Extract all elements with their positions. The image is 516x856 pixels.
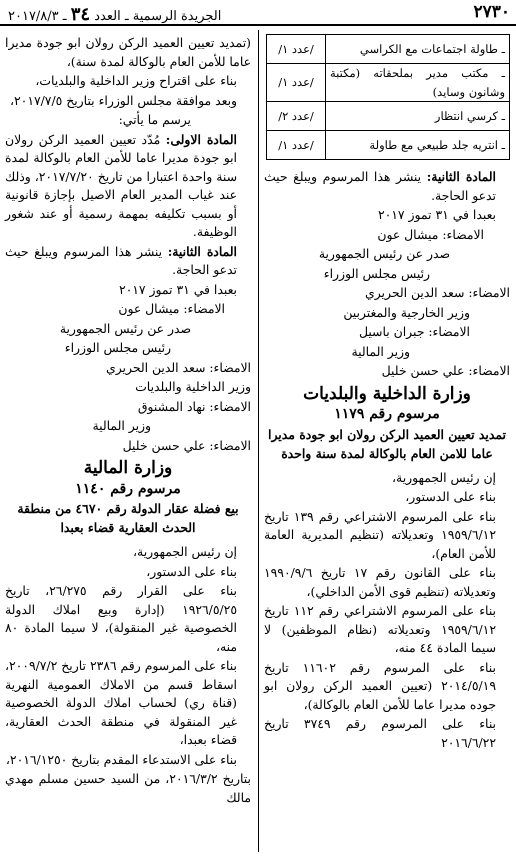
fm-signature: الامضاء: جبران باسيل — [358, 324, 470, 339]
gazette-name: الجريدة الرسمية ـ العدد — [94, 9, 222, 24]
interior-title: وزير الداخلية والبلديات — [135, 379, 251, 394]
preamble-line: بناء على الاستدعاء المقدم بتاريخ ٢٠١٦/١٢٥٠، — [5, 751, 237, 767]
table-row — [267, 131, 510, 160]
decree-title: بيع فضلة عقار الدولة رقم ٤٦٧٠ من منطقة الحدث العقارية قضاء بعبدا — [17, 501, 239, 535]
page-header — [0, 0, 516, 26]
issued-by: صدر عن رئيس الجمهورية — [59, 320, 191, 336]
ministry-title: وزارة الداخلية والبلديات — [303, 383, 471, 404]
decree-number: مرسوم رقم ١١٧٩ — [334, 406, 440, 422]
article-2 — [264, 168, 510, 205]
preamble-line: بناء على القرار رقم ٢٦/٢٧٥، تاريخ ١٩٢٦/٥/٢٥ (إدارة وبيع املاك الدولة الخصوصية غير المنقولة)، لا سيما المادة ٨٠ منه، — [5, 583, 237, 654]
item-cell: ـ انتريه جلد طبيعي مع طاولة — [326, 131, 510, 160]
issue-number: ٣٤ — [70, 4, 91, 25]
finance-signature: الامضاء: علي حسن خليل — [122, 437, 251, 453]
preamble-line: بناء على المرسوم رقم ٣٧٤٩ تاريخ ٢٠١٦/٦/٢٢ — [264, 716, 497, 750]
furniture-table — [266, 34, 510, 160]
left-column — [5, 34, 251, 808]
finance-title: وزير المالية — [351, 343, 410, 359]
president-signature: الامضاء: ميشال عون — [377, 226, 484, 242]
issue-date: ـ ٢٠١٧/٨/٣ — [8, 9, 67, 24]
pm-signature: الامضاء: سعد الدين الحريري — [365, 285, 510, 300]
item-cell: ـ مكتب مدير بملحقاته (مكتبة وشانون وساید) — [326, 64, 510, 102]
page-number: ٢٧٣٠ — [473, 2, 510, 22]
interior-signature: الامضاء: نهاد المشنوق — [137, 398, 251, 414]
preamble-line: بناء على المرسوم الاشتراعي رقم ١٣٩ تاريخ ١٩٥٩/٦/١٢ وتعديلاته (تنظيم المديرية العامة للأمن العام)، — [264, 508, 497, 561]
fm-title: وزير الخارجية والمغتربين — [343, 304, 470, 320]
qty-cell: /عدد ١/ — [267, 35, 326, 64]
article-text: ينشر هذا المرسوم ويبلغ حيث تدعو الحاجة. — [5, 243, 237, 277]
table-row — [267, 102, 510, 131]
qty-cell: /عدد ١/ — [267, 131, 326, 160]
pm-signature: الامضاء: سعد الدين الحريري — [106, 359, 251, 375]
preamble-line: بناء على الدستور، — [146, 563, 237, 579]
article-label: المادة الثانية: — [167, 243, 237, 259]
qty-cell: /عدد ٢/ — [267, 102, 326, 131]
pm-title: رئيس مجلس الوزراء — [323, 265, 430, 281]
table-row — [267, 35, 510, 64]
article-2 — [5, 243, 251, 280]
signing-date: بعبدا في ٣١ تموز ٢٠١٧ — [118, 281, 237, 297]
preamble-line: وبعد موافقة مجلس الوزراء بتاريخ ٢٠١٧/٧/٥، — [10, 92, 237, 108]
issued-by: صدر عن رئيس الجمهورية — [318, 246, 450, 261]
preamble-line: بناء على القانون رقم ١٧ تاريخ ١٩٩٠/٩/٦ وتعديلاته (تنظيم قوى الأمن الداخلي)، — [264, 565, 496, 599]
finance-signature: الامضاء: علي حسن خليل — [381, 363, 510, 378]
qty-cell: /عدد ١/ — [267, 64, 326, 102]
item-cell: ـ طاولة اجتماعات مع الكراسي — [326, 35, 510, 64]
gazette-title — [8, 4, 221, 25]
article-text: مُدّد تعيين العميد الركن رولان ابو جودة مديرا عاما للأمن العام بالوكالة لمدة سنة واحدة اعتبارا من تاريخ ٢٠١٧/٧/٢٠، وذلك عند غياب المدير العام الاصيل بإجازة قانونية أو بسبب تكليفه بمهمة رسمية أو عند شغور الوظيفة. — [5, 131, 237, 239]
article-text: ينشر هذا المرسوم ويبلغ حيث تدعو الحاجة. — [264, 169, 496, 203]
president-signature: الامضاء: ميشال عون — [118, 301, 225, 316]
preamble-line: بناء على المرسوم رقم ١١٦٠٢ تاريخ ٢٠١٤/٥/١٩ (تعيين العميد الركن رولان ابو جوده مديرا عاما للأمن العام بالوكالة)، — [264, 659, 496, 712]
article-label: المادة الاولى: — [165, 131, 237, 147]
ministry-title: وزارة المالية — [83, 458, 173, 478]
decrees-line: يرسم ما يأتي: — [118, 112, 191, 127]
finance-title: وزير المالية — [92, 418, 151, 433]
table-row — [267, 64, 510, 102]
preamble-line: بناء على المرسوم الاشتراعي رقم ١١٢ تاريخ ١٩٥٩/٦/١٢ وتعديلاته (نظام الموظفين) لا سيما المادة ٤٤ منه، — [264, 603, 497, 655]
item-cell: ـ كرسي انتظار — [326, 102, 510, 131]
decree-number: مرسوم رقم ١١٤٠ — [75, 480, 181, 497]
preamble-line: بناء على الدستور، — [405, 489, 496, 504]
preamble-line: بناء على اقتراح وزير الداخلية والبلديات، — [35, 73, 237, 88]
article-label: المادة الثانية: — [426, 169, 496, 184]
article-1 — [5, 131, 251, 242]
pm-title: رئيس مجلس الوزراء — [64, 340, 171, 355]
column-divider — [258, 30, 259, 852]
signing-date: بعبدا في ٣١ تموز ٢٠١٧ — [377, 207, 496, 222]
preamble-line: بناء على المرسوم رقم ٢٣٨٦ تاريخ ٢٠٠٩/٧/٢، اسقاط قسم من الاملاك العمومية النهرية (قناة ري) لحساب املاك الدولة الخصوصية غير المنقولة في منطقة الحدث العقارية، قضاء بعبدا، — [5, 658, 237, 747]
right-column — [264, 34, 510, 753]
preamble-line: (تمديد تعيين العميد الركن رولان ابو جودة مديرا عاما للأمن العام بالوكالة لمدة سنة)، — [5, 35, 251, 69]
decree-title: تمديد تعيين العميد الركن رولان ابو جودة مديرا عاما للامن العام بالوكالة لمدة سنة واحدة — [268, 426, 506, 461]
preamble-line: إن رئيس الجمهورية، — [392, 469, 496, 485]
preamble-line: إن رئيس الجمهورية، — [133, 544, 237, 559]
preamble-line: بتاريخ ٢٠١٦/٣/٢، من السيد حسين مسلم مهدي مالك — [5, 771, 251, 805]
